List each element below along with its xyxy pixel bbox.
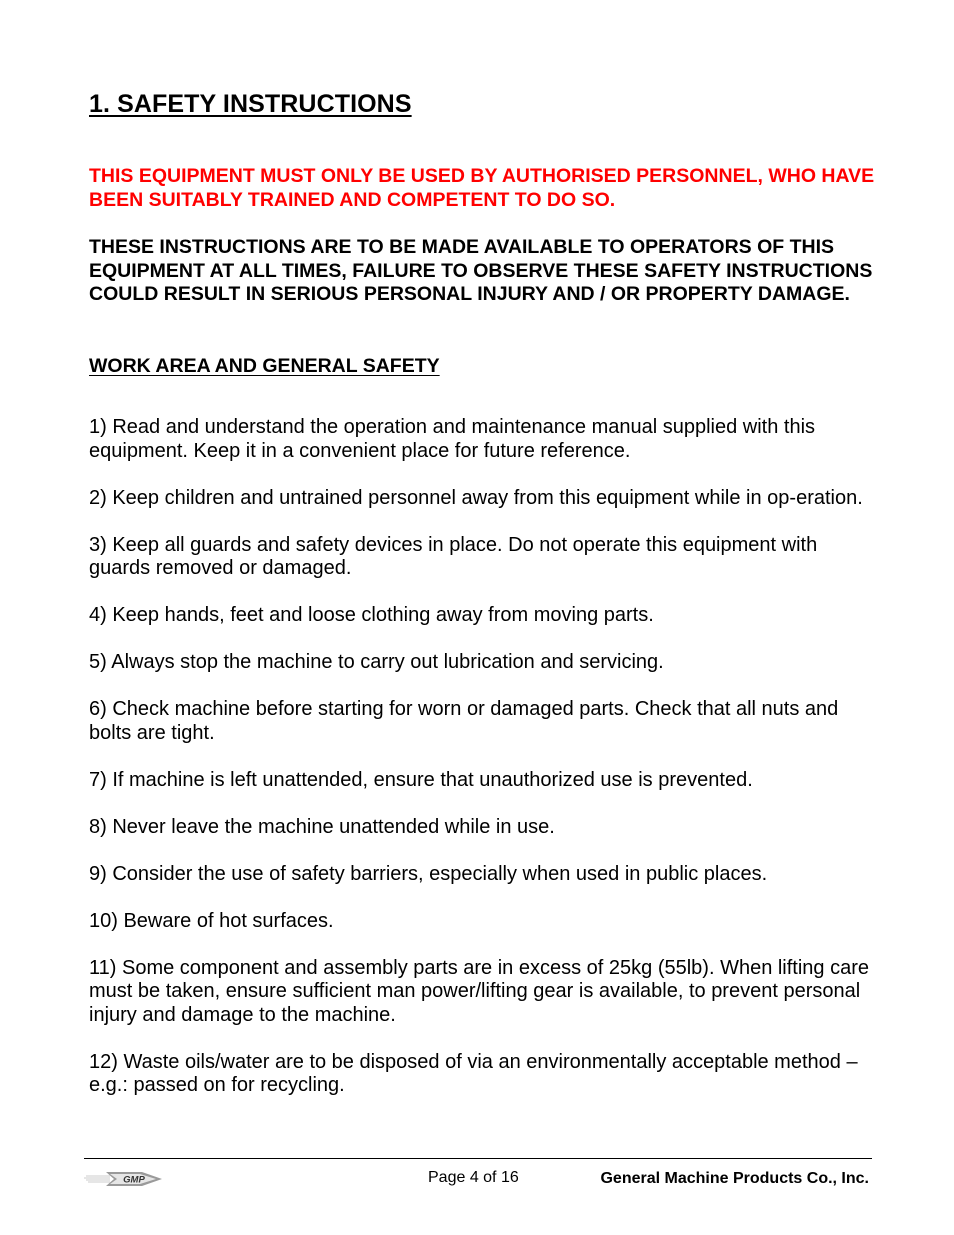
logo-lettering: GMP: [123, 1174, 145, 1186]
authorised-personnel-warning: THIS EQUIPMENT MUST ONLY BE USED BY AUTHORISED PERSONNEL, WHO HAVE BEEN SUITABLY TRAINED AND COMPETENT TO DO SO.: [89, 165, 875, 211]
company-name: General Machine Products Co., Inc.: [600, 1170, 869, 1187]
page-number: Page 4 of 16: [428, 1169, 519, 1186]
instruction-item: 9) Consider the use of safety barriers, especially when used in public places.: [89, 862, 768, 885]
page-title: 1. SAFETY INSTRUCTIONS: [89, 90, 412, 118]
instruction-item: 6) Check machine before starting for worn or damaged parts. Check that all nuts and bolts are tight.: [89, 698, 839, 744]
instruction-item: 4) Keep hands, feet and loose clothing away from moving parts.: [89, 604, 654, 626]
instruction-item: 11) Some component and assembly parts are in excess of 25kg (55lb). When lifting care must be taken, ensure sufficient man power/lifting gear is available, to prevent personal injury and damage to the machine.: [89, 956, 870, 1026]
instruction-item: 1) Read and understand the operation and maintenance manual supplied with this equipment. Keep it in a convenient place for future reference.: [89, 416, 816, 462]
instruction-item: 5) Always stop the machine to carry out lubrication and servicing.: [89, 651, 664, 673]
instruction-item: 2) Keep children and untrained personnel away from this equipment while in op-eration.: [89, 486, 863, 509]
safety-instructions-list: [89, 416, 879, 1121]
instruction-item: 10) Beware of hot surfaces.: [89, 909, 334, 932]
footer-divider: [84, 1158, 872, 1159]
instruction-item: 3) Keep all guards and safety devices in place. Do not operate this equipment with guards removed or damaged.: [89, 533, 818, 579]
instruction-item: 12) Waste oils/water are to be disposed of via an environmentally acceptable method – e.g.: passed on for recycling.: [89, 1050, 858, 1096]
section-heading: WORK AREA AND GENERAL SAFETY: [89, 355, 440, 377]
instructions-availability-notice: THESE INSTRUCTIONS ARE TO BE MADE AVAILABLE TO OPERATORS OF THIS EQUIPMENT AT ALL TIMES, FAILURE TO OBSERVE THESE SAFETY INSTRUCTIONS COULD RESULT IN SERIOUS PERSONAL INJURY AND / OR PROPERTY DAMAGE.: [89, 236, 873, 305]
instruction-item: 8) Never leave the machine unattended while in use.: [89, 815, 555, 838]
instruction-item: 7) If machine is left unattended, ensure that unauthorized use is prevented.: [89, 768, 753, 791]
gmp-logo: [84, 1167, 164, 1191]
